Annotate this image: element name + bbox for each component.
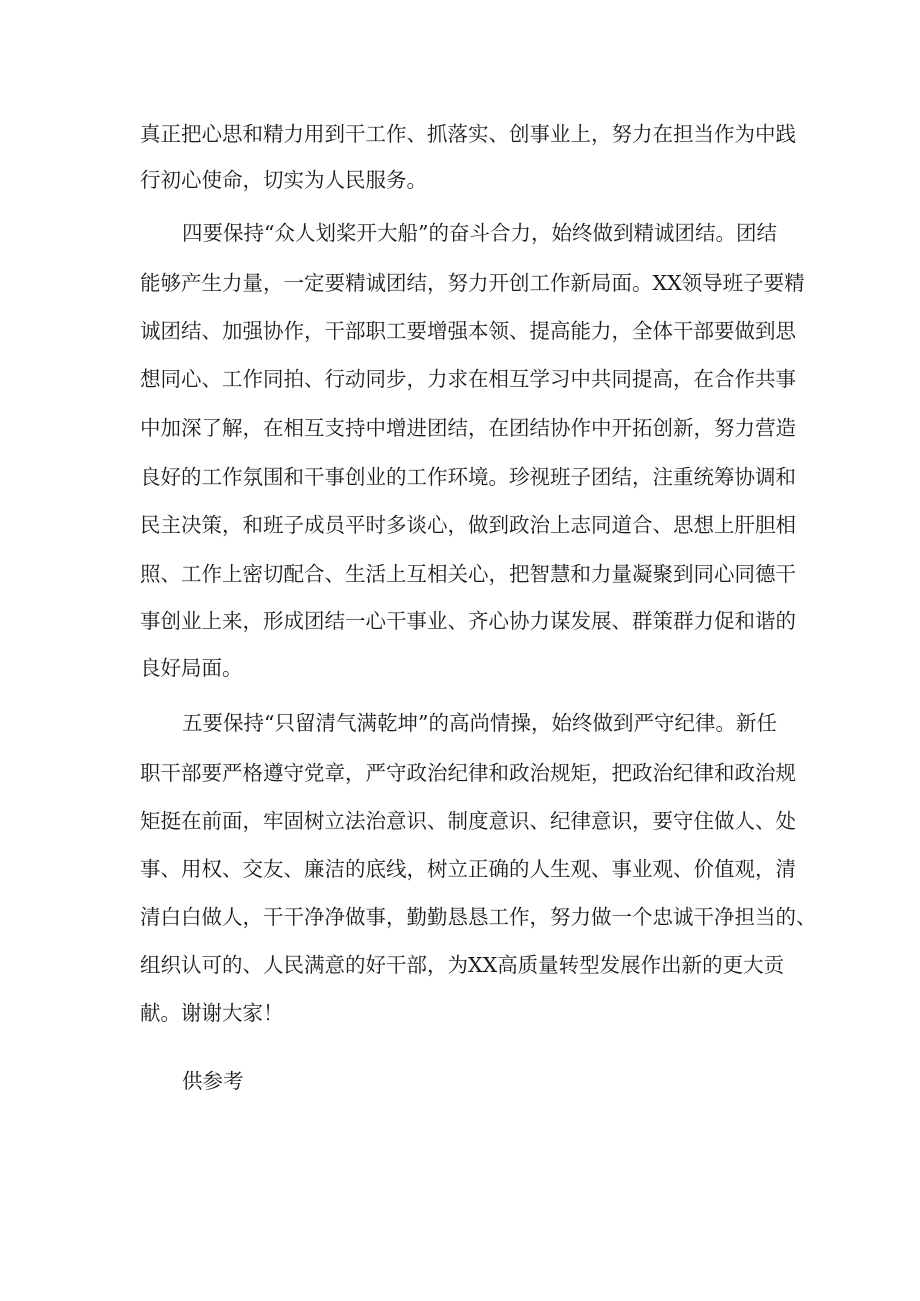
text-line: 献。谢谢大家！ <box>140 1001 284 1025</box>
text-line: 清白白做人，干干净净做事，勤勤恳恳工作，努力做一个忠诚干净担当的、 <box>140 905 817 929</box>
text-line: 民主决策，和班子成员平时多谈心，做到政治上志同道合、思想上肝胆相 <box>140 513 796 537</box>
text-line: 事、用权、交友、廉洁的底线，树立正确的人生观、事业观、价值观，清 <box>140 857 796 881</box>
text-line: 诚团结、加强协作，干部职工要增强本领、提高能力，全体干部要做到思 <box>140 319 796 343</box>
text-line: 真正把心思和精力用到干工作、抓落实、创事业上，努力在担当作为中践 <box>140 122 796 146</box>
text-line: 行初心使命，切实为人民服务。 <box>140 168 427 192</box>
text-line: 良好的工作氛围和干事创业的工作环境。珍视班子团结，注重统筹协调和 <box>140 465 796 489</box>
text-line: 想同心、工作同拍、行动同步，力求在相互学习中共同提高，在合作共事 <box>140 367 796 391</box>
text-line: 中加深了解，在相互支持中增进团结，在团结协作中开拓创新，努力营造 <box>140 416 796 440</box>
text-line: 良好局面。 <box>140 656 243 680</box>
text-line: 事创业上来，形成团结一心干事业、齐心协力谋发展、群策群力促和谐的 <box>140 609 796 633</box>
text-line: 矩挺在前面，牢固树立法治意识、制度意识、纪律意识，要守住做人、处 <box>140 809 796 833</box>
text-line: 照、工作上密切配合、生活上互相关心，把智慧和力量凝聚到同心同德干 <box>140 562 796 586</box>
text-line: 职干部要严格遵守党章，严守政治纪律和政治规矩，把政治纪律和政治规 <box>140 761 796 785</box>
text-line: 供参考 <box>182 1069 244 1093</box>
text-line: 四要保持“众人划桨开大船”的奋斗合力，始终做到精诚团结。团结 <box>182 221 777 245</box>
text-line: 五要保持“只留清气满乾坤”的高尚情操，始终做到严守纪律。新任 <box>182 711 777 735</box>
text-line: 能够产生力量，一定要精诚团结，努力开创工作新局面。XX领导班子要精 <box>140 271 805 295</box>
text-line: 组织认可的、人民满意的好干部，为XX高质量转型发展作出新的更大贡 <box>140 953 785 977</box>
